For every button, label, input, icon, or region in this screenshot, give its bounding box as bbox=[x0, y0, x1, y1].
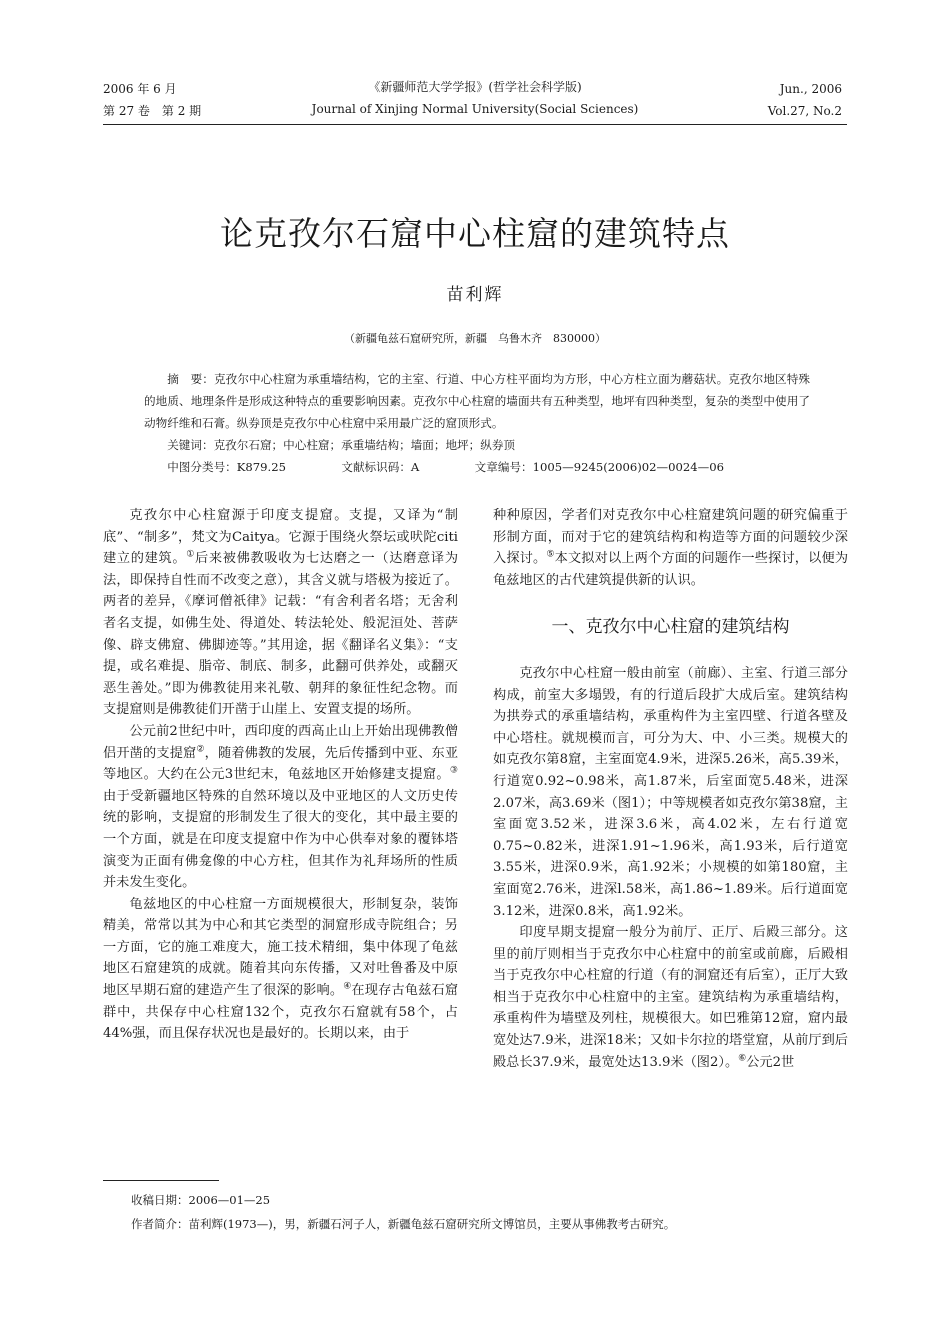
paragraph-text: 在现存古龟兹石窟群中，共保存中心柱窟132个，克孜尔石窟就有58个，占44%强，而且保存状况也是最好的。长期以来，由于 bbox=[103, 983, 459, 1042]
paragraph-text: 种种原因，学者们对克孜尔中心柱窟建筑问题的研究偏重于形制方面，而对于它的建筑结构和构造等方面的问题较少深入探讨。 bbox=[493, 508, 848, 567]
header-rule bbox=[103, 124, 847, 125]
keywords: 关键词：克孜尔石窟；中心柱窟；承重墙结构；墙面；地坪；纵券顶 bbox=[167, 438, 516, 452]
footnote-marker: ④ bbox=[343, 981, 352, 992]
footnote-marker: ① bbox=[186, 549, 196, 560]
header-volume-en: Vol.27, No.2 bbox=[767, 104, 842, 118]
paragraph bbox=[103, 894, 458, 1045]
paper-title: 论克孜尔石窟中心柱窟的建筑特点 bbox=[220, 214, 730, 253]
footnote-marker: ⑥ bbox=[738, 1053, 747, 1064]
abstract-block bbox=[144, 368, 810, 478]
abstract-text: 摘 要：克孜尔中心柱窟为承重墙结构，它的主室、行道、中心方柱平面均为方形，中心方柱立面为蘑菇状。克孜尔地区特殊的地质、地理条件是形成这种特点的重要影响因素。克孜尔中心柱窟的墙面共有五种类型，地坪有四种类型，复杂的类型中使用了动物纤维和石膏。纵券顶是克孜尔中心柱窟中采用最广泛的窟顶形式。 bbox=[144, 372, 810, 430]
classification-number: 中图分类号：K879.25 bbox=[167, 460, 286, 474]
classification-line bbox=[144, 456, 810, 478]
paragraph-text: 由于受新疆地区特殊的自然环境以及中亚地区的人文历史传统的影响，支提窟的形制发生了很大的变化，其中最主要的一个方面，就是在印度支提窟中作为中心供奉对象的覆钵塔演变为正面有佛龛像的中心方柱，但其作为礼拜场所的性质并未发生变化。 bbox=[103, 788, 458, 891]
paragraph-text: 后来被佛教吸收为七达磨之一（达磨意译为法，即保持自性而不改变之意），其含义就与塔极为接近了。两者的差异，《摩诃僧祇律》记载：“有舍利者名塔；无舍利者名支提，如佛生处、得道处、转法轮处、般泥洹处、菩萨像、辟支佛窟、佛脚迹等。”其用途，据《翻译名义集》：“支提，或名难提、脂帝、制底、制多，此翻可供养处，或翻灭恶生善处。”即为佛教徒用来礼敬、朝拜的象征性纪念物。而支提窟则是佛教徒们开凿于山崖上、安置支提的场所。 bbox=[103, 551, 459, 718]
paragraph: 克孜尔中心柱窟一般由前室（前廊）、主室、行道三部分构成，前室大多塌毁，有的行道后段扩大成后室。建筑结构为拱券式的承重墙结构，承重构件为主室四壁、行道各壁及中心塔柱。就规模而言，可分为大、中、小三类。规模大的如克孜尔第8窟，主室面宽4.9米，进深5.26米，高5.39米，行道宽0.92~0.98米，高1.87米，后室面宽5.48米，进深2.07米，高3.69米（图1）；中等规模者如克孜尔第38窟，主室面宽3.52米，进深3.6米，高4.02米，左右行道宽0.75~0.82米，进深1.91~1.96米，高1.93米，后行道宽3.55米，进深0.9米，高1.92米；小规模的如第180窟，主室面宽2.76米，进深l.58米，高1.86~1.89米。后行道面宽3.12米，进深0.8米，高1.92米。 bbox=[493, 665, 848, 919]
received-date: 收稿日期：2006—01—25 bbox=[131, 1193, 271, 1207]
header-issue-info-en bbox=[768, 78, 842, 122]
section-heading: 一、克孜尔中心柱窟的建筑结构 bbox=[551, 617, 790, 638]
footnote-marker: ③ bbox=[449, 765, 458, 776]
body-column-left bbox=[103, 505, 458, 1045]
paragraph bbox=[103, 721, 458, 894]
paragraph-text: 公元前2世纪中叶，西印度的西高止山上开始出现佛教僧侣开凿的支提窟 bbox=[103, 723, 458, 761]
footnote-marker: ② bbox=[196, 744, 205, 755]
paragraph-text: 本文拟对以上两个方面的问题作一些探讨，以便为龟兹地区的古代建筑提供新的认识。 bbox=[493, 551, 849, 588]
header-journal-cn: 《新疆师范大学学报》(哲学社会科学版) bbox=[368, 80, 582, 94]
header-date-en: Jun., 2006 bbox=[779, 82, 842, 96]
paragraph-text: ，随着佛教的发展，先后传播到中亚、东亚等地区。大约在公元3世纪末，龟兹地区开始修建支提窟。 bbox=[103, 745, 459, 783]
paragraph bbox=[103, 505, 458, 721]
author-affiliation: （新疆龟兹石窟研究所，新疆 乌鲁木齐 830000） bbox=[344, 332, 606, 345]
author-bio: 作者简介：苗利辉(1973—)，男，新疆石河子人，新疆龟兹石窟研究所文博馆员，主要从事佛教考古研究。 bbox=[131, 1217, 676, 1231]
footnote-rule bbox=[103, 1180, 219, 1181]
paragraph-text: 公元2世 bbox=[746, 1054, 795, 1070]
paper-author: 苗利辉 bbox=[446, 285, 504, 305]
paragraph-text: 龟兹地区的中心柱窟一方面规模很大，形制复杂，装饰精美，常常以其为中心和其它类型的洞窟形成寺院组合；另一方面，它的施工难度大，施工技术精细，集中体现了龟兹地区石窟建筑的成就。随着其向东传播，又对吐鲁番及中原地区早期石窟的建造产生了很深的影响。 bbox=[103, 896, 458, 999]
header-date: 2006 年 6 月 bbox=[103, 82, 177, 96]
header-volume: 第 27 卷 第 2 期 bbox=[103, 104, 202, 118]
article-number: 文章编号：1005—9245(2006)02—0024—06 bbox=[474, 460, 724, 474]
paragraph-text: 印度早期支提窟一般分为前厅、正厅、后殿三部分。这里的前厅则相当于克孜尔中心柱窟中的前室或前廊，后殿相当于克孜尔中心柱窟的行道（有的洞窟还有后室），正厅大致相当于克孜尔中心柱窟中的主室。建筑结构为承重墙结构，承重构件为墙壁及列柱，规模很大。如巴雅第12窟，窟内最宽处达7.9米，进深18米；又如卡尔拉的塔堂窟，从前厅到后殿总长37.9米，最宽处达13.9米（图2）。 bbox=[493, 925, 848, 1070]
body-column-right bbox=[493, 505, 848, 1073]
document-code: 文献标识码：A bbox=[341, 460, 420, 474]
footnote-marker: ⑤ bbox=[546, 549, 555, 560]
footnotes bbox=[131, 1188, 675, 1236]
paragraph-text: 克孜尔中心柱窟源于印度支提窟。支提，又译为“制底”、“制多”，梵文为Caitya。它源于围绕火祭坛或吠陀citi建立的建筑。 bbox=[103, 508, 458, 567]
paragraph bbox=[493, 922, 848, 1073]
paragraph bbox=[493, 505, 848, 591]
header-journal-en: Journal of Xinjing Normal University(Social Sciences) bbox=[311, 102, 639, 116]
